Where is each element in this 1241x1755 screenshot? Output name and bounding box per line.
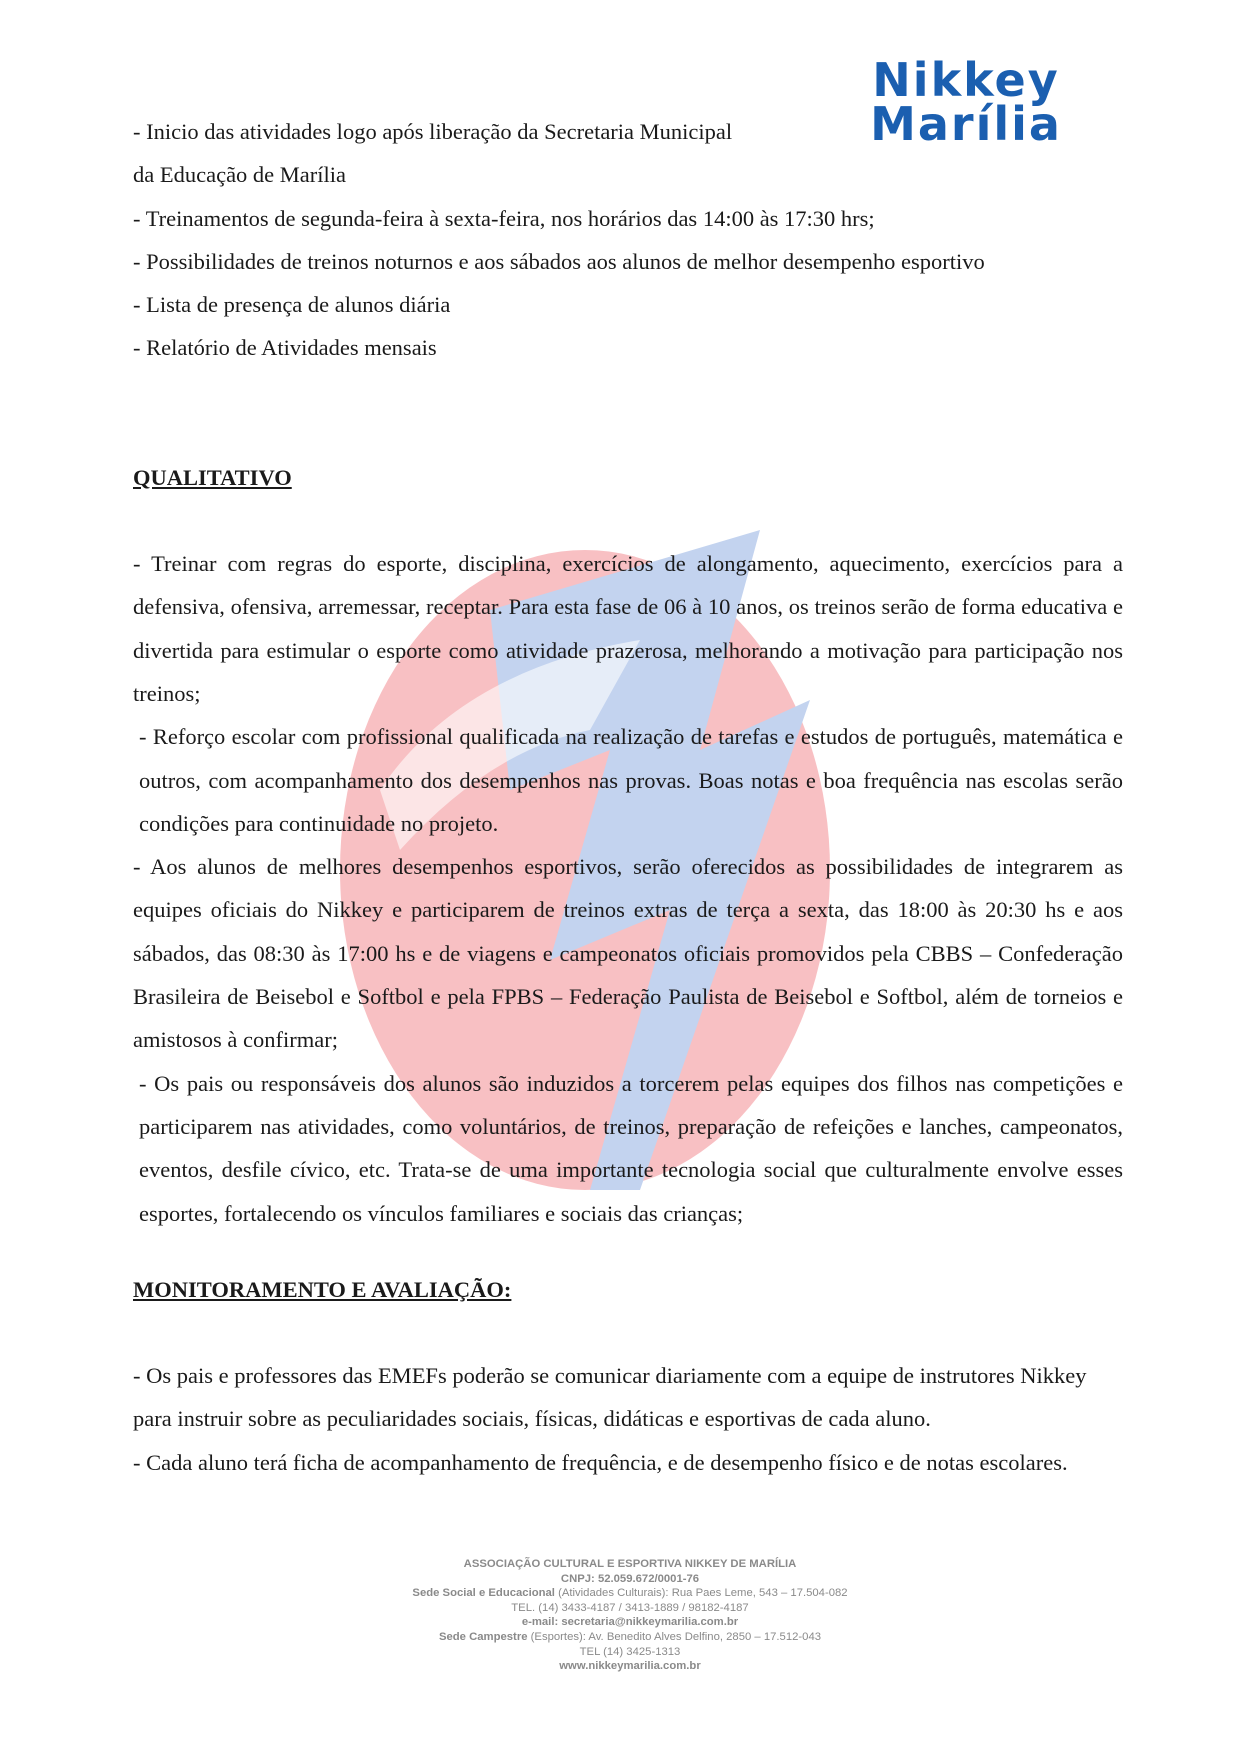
- footer-sede-campestre: [330, 1630, 930, 1645]
- footer-sede-social-label: Sede Social e Educacional: [412, 1587, 555, 1600]
- intro-line: - Treinamentos de segunda-feira à sexta-feira, nos horários das 14:00 às 17:30 hrs;: [133, 205, 875, 231]
- section-heading-monitoramento: MONITORAMENTO E AVALIAÇÃO:: [133, 1276, 512, 1302]
- section-heading-qualitativo: QUALITATIVO: [133, 464, 292, 490]
- footer-sede-campestre-text: (Esportes): Av. Benedito Alves Delfino, 2850 – 17.512-043: [530, 1630, 822, 1643]
- intro-line: - Relatório de Atividades mensais: [133, 335, 437, 361]
- intro-line: - Possibilidades de treinos noturnos e aos sábados aos alunos de melhor desempenho esportivo: [133, 248, 985, 274]
- footer-sede-social-text: (Atividades Culturais): Rua Paes Leme, 543 – 17.504-082: [558, 1587, 848, 1600]
- footer-website: www.nikkeymarilia.com.br: [559, 1660, 701, 1673]
- paragraph: - Os pais e professores das EMEFs poderão se comunicar diariamente com a equipe de instrutores Nikkey para instruir sobre as peculiaridades sociais, físicas, didáticas e esportivas de cada aluno.: [133, 1363, 1087, 1432]
- logo-line-2: Marília: [870, 97, 1062, 151]
- footer-cnpj: CNPJ: 52.059.672/0001-76: [560, 1572, 700, 1585]
- footer-email: e-mail: secretaria@nikkeymarilia.com.br: [521, 1616, 739, 1629]
- intro-line: da Educação de Marília: [133, 162, 347, 188]
- footer-tel-1: TEL. (14) 3433-4187 / 3413-1889 / 98182-4187: [511, 1601, 749, 1614]
- intro-line: - Lista de presença de alunos diária: [133, 292, 451, 318]
- paragraph: - Os pais ou responsáveis dos alunos são induzidos a torcerem pelas equipes dos filhos nas competições e participarem nas atividades, como voluntários, de treinos, preparação de refeições e lanches, campeonatos, eventos, desfile cívico, etc. Trata-se de uma importante tecnologia social que culturalmente envolve esses esportes, fortalecendo os vínculos familiares e sociais das crianças;: [139, 1070, 1123, 1226]
- logo-line-1: Nikkey: [872, 53, 1060, 107]
- footer-sede-social: [330, 1586, 930, 1601]
- footer-tel-2: TEL (14) 3425-1313: [579, 1645, 681, 1658]
- paragraph: - Cada aluno terá ficha de acompanhamento de frequência, e de desempenho físico e de notas escolares.: [133, 1449, 1068, 1475]
- document-body: [133, 110, 1123, 1484]
- page-footer: [330, 1557, 930, 1674]
- footer-sede-campestre-label: Sede Campestre: [438, 1630, 528, 1643]
- intro-line: - Inicio das atividades logo após liberação da Secretaria Municipal: [133, 119, 733, 144]
- paragraph: - Reforço escolar com profissional qualificada na realização de tarefas e estudos de português, matemática e outros, com acompanhamento dos desempenhos nas provas. Boas notas e boa frequência nas escolas serão condições para continuidade no projeto.: [139, 724, 1123, 836]
- footer-org: ASSOCIAÇÃO CULTURAL E ESPORTIVA NIKKEY DE MARÍLIA: [463, 1558, 797, 1570]
- paragraph: - Treinar com regras do esporte, disciplina, exercícios de alongamento, aquecimento, exercícios para a defensiva, ofensiva, arremessar, receptar. Para esta fase de 06 à 10 anos, os treinos serão de forma educativa e divertida para estimular o esporte como atividade prazerosa, melhorando a motivação para participação nos treinos;: [133, 551, 1123, 706]
- paragraph: - Aos alunos de melhores desempenhos esportivos, serão oferecidos as possibilidades de integrarem as equipes oficiais do Nikkey e participarem de treinos extras de terça a sexta, das 18:00 às 20:30 hs e aos sábados, das 08:30 às 17:00 hs e de viagens e campeonatos oficiais promovidos pela CBBS – Confederação Brasileira de Beisebol e Softbol e pela FPBS – Federação Paulista de Beisebol e Softbol, além de torneios e amistosos à confirmar;: [133, 854, 1123, 1053]
